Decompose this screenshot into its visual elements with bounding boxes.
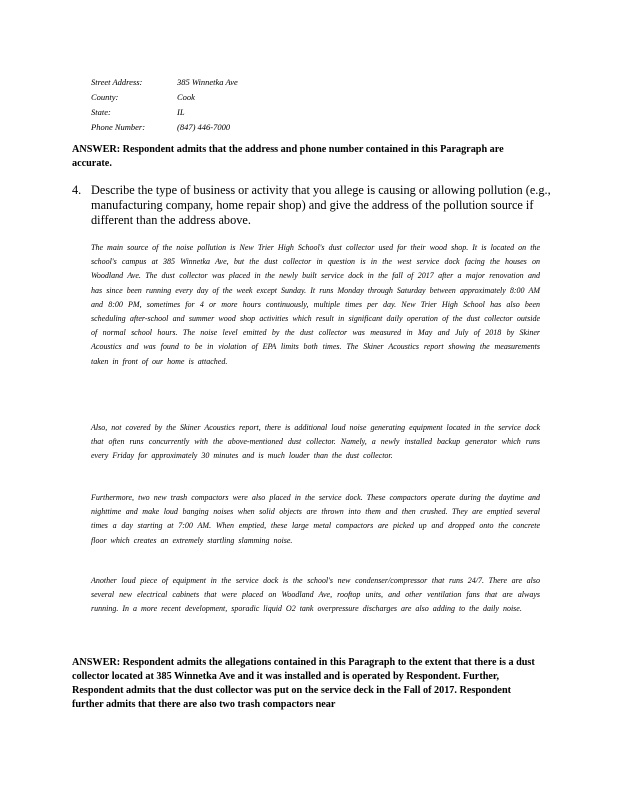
county-row — [91, 90, 238, 105]
county-label: County: — [91, 92, 119, 102]
response-paragraph-4: Another loud piece of equipment in the service dock is the school's new condenser/compressor that runs 24/7. There are also several new electrical cabinets that were placed on Woodland Ave, rooftop units, and other ventilation fans that are always running. In a more recent development, sporadic liquid O2 tank overpressure discharges are also adding to the daily noise. — [91, 576, 540, 614]
response-paragraph-2: Also, not covered by the Skiner Acoustics report, there is additional loud noise generating equipment located in the service dock that often runs concurrently with the above-mentioned dust collector. Namely, a newly installed backup generator which runs every Friday for approximately 30 minutes and is much louder than the dust collector. — [91, 423, 540, 461]
response-paragraph-3: Furthermore, two new trash compactors were also placed in the service dock. These compactors operate during the daytime and nighttime and make loud banging noises when solid objects are thrown into them and then crushed. They are emptied several times a day starting at 7:00 AM. When emptied, these large metal compactors are picked up and dropped onto the concrete floor which creates an extremely startling slamming noise. — [91, 493, 540, 545]
answer-paragraph-4: ANSWER: Respondent admits the allegations contained in this Paragraph to the extent that there is a dust collector located at 385 Winnetka Ave and it was installed and is operated by Respondent. Further, Respondent admits that the dust collector was put on the service deck in the Fall of 2017. Respondent further admits that there are also two trash compactors near — [72, 657, 535, 710]
question-number: 4. — [72, 183, 82, 197]
state-value: IL — [177, 107, 185, 117]
address-block — [91, 75, 238, 135]
street-row — [91, 75, 238, 90]
street-label: Street Address: — [91, 77, 143, 87]
state-row — [91, 105, 238, 120]
question-text: Describe the type of business or activity that you allege is causing or allowing pollution (e.g., manufacturing company, home repair shop) and give the address of the pollution source if different than the address above. — [91, 183, 551, 227]
phone-value: (847) 446-7000 — [177, 122, 231, 132]
county-value: Cook — [177, 92, 195, 102]
state-label: State: — [91, 107, 111, 117]
response-paragraph-1: The main source of the noise pollution is New Trier High School's dust collector used for their wood shop. It is located on the school's campus at 385 Winnetka Ave, but the dust collector in question is in the west service dock facing the houses on Woodland Ave. The dust collector was placed in the newly built service dock in the fall of 2017 after a major renovation and has since been running every day of the week except Sunday. It runs Monday through Saturday between approximately 8:00 AM and 8:00 PM, sometimes for 4 or more hours continuously, multiple times per day. New Trier High School has also been scheduling after-school and summer wood shop activities which result in significant daily operation of the dust collector outside of normal school hours. The noise level emitted by the dust collector was measured in May and July of 2018 by Skiner Acoustics and was found to be in violation of EPA limits both times. The Skiner Acoustics report showing the measurements taken in front of our home is attached. — [91, 243, 540, 366]
answer-paragraph-3: ANSWER: Respondent admits that the address and phone number contained in this Paragraph are accurate. — [72, 144, 504, 169]
phone-label: Phone Number: — [91, 122, 146, 132]
street-value: 385 Winnetka Ave — [177, 77, 238, 87]
phone-row — [91, 120, 238, 135]
question-4 — [72, 183, 552, 228]
